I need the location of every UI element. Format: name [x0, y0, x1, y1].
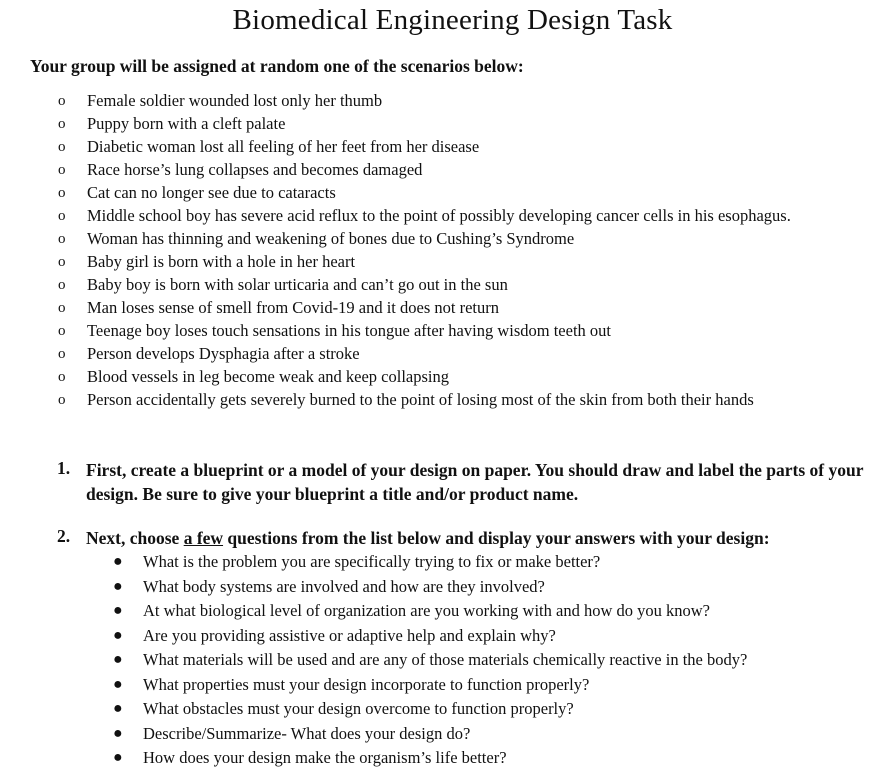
- circle-bullet-icon: o: [58, 208, 66, 224]
- filled-bullet-icon: ●: [113, 700, 123, 717]
- scenario-text: Blood vessels in leg become weak and keep collapsing: [87, 367, 449, 386]
- circle-bullet-icon: o: [58, 392, 66, 408]
- step-text: First, create a blueprint or a model of your design on paper. You should draw and label the parts of your design. Be sure to give your blueprint a title and/or product name.: [86, 460, 864, 504]
- scenario-text: Cat can no longer see due to cataracts: [87, 183, 336, 202]
- filled-bullet-icon: ●: [113, 724, 123, 742]
- question-text: Describe/Summarize- What does your design do?: [143, 723, 471, 743]
- filled-bullet-icon: ●: [113, 626, 123, 644]
- scenario-text: Woman has thinning and weakening of bones due to Cushing’s Syndrome: [87, 229, 575, 248]
- circle-bullet-icon: o: [58, 346, 66, 362]
- step-text-after: questions from the list below and display your answers with your design:: [223, 528, 770, 548]
- scenario-text: Teenage boy loses touch sensations in his tongue after having wisdom teeth out: [87, 321, 611, 340]
- document-title: Biomedical Engineering Design Task: [232, 4, 673, 36]
- filled-bullet-icon: ●: [113, 675, 123, 693]
- step-number: 1.: [57, 458, 71, 478]
- scenario-text: Baby boy is born with solar urticaria and can’t go out in the sun: [87, 275, 508, 294]
- intro-text: Your group will be assigned at random one of the scenarios below:: [30, 56, 524, 76]
- circle-bullet-icon: o: [58, 231, 66, 247]
- question-text: What is the problem you are specifically trying to fix or make better?: [143, 552, 601, 571]
- filled-bullet-icon: ●: [113, 602, 123, 619]
- step-text-underlined: a few: [183, 528, 224, 548]
- scenario-text: Person develops Dysphagia after a stroke: [87, 344, 360, 363]
- step-text-before: Next, choose: [86, 528, 184, 548]
- circle-bullet-icon: o: [58, 162, 66, 178]
- circle-bullet-icon: o: [58, 116, 66, 132]
- circle-bullet-icon: o: [58, 185, 66, 201]
- question-text: What materials will be used and are any of those materials chemically reactive in the body?: [143, 650, 748, 669]
- filled-bullet-icon: ●: [113, 651, 123, 668]
- circle-bullet-icon: o: [58, 369, 66, 385]
- question-text: At what biological level of organization are you working with and how do you know?: [143, 601, 710, 620]
- scenario-text: Baby girl is born with a hole in her heart: [87, 252, 356, 271]
- scenario-text: Middle school boy has severe acid reflux to the point of possibly developing cancer cells in his esophagus.: [87, 206, 791, 225]
- filled-bullet-icon: ●: [113, 749, 123, 766]
- circle-bullet-icon: o: [58, 139, 66, 155]
- step-text: [86, 526, 886, 550]
- scenario-text: Man loses sense of smell from Covid-19 and it does not return: [87, 298, 499, 317]
- scenario-text: Person accidentally gets severely burned to the point of losing most of the skin from both their hands: [87, 390, 754, 409]
- question-text: Are you providing assistive or adaptive help and explain why?: [143, 625, 556, 645]
- filled-bullet-icon: ●: [113, 577, 123, 595]
- question-text: What body systems are involved and how are they involved?: [143, 576, 545, 596]
- circle-bullet-icon: o: [58, 93, 66, 109]
- question-text: How does your design make the organism’s life better?: [143, 748, 507, 767]
- scenario-text: Puppy born with a cleft palate: [87, 114, 286, 133]
- filled-bullet-icon: ●: [113, 553, 123, 570]
- circle-bullet-icon: o: [58, 277, 66, 293]
- circle-bullet-icon: o: [58, 300, 66, 316]
- question-text: What obstacles must your design overcome to function properly?: [143, 699, 574, 718]
- circle-bullet-icon: o: [58, 254, 66, 270]
- scenario-text: Race horse’s lung collapses and becomes damaged: [87, 160, 423, 179]
- scenario-text: Female soldier wounded lost only her thumb: [87, 91, 383, 110]
- step-number: 2.: [57, 526, 71, 546]
- question-text: What properties must your design incorporate to function properly?: [143, 674, 590, 694]
- circle-bullet-icon: o: [58, 323, 66, 339]
- scenario-text: Diabetic woman lost all feeling of her feet from her disease: [87, 137, 480, 156]
